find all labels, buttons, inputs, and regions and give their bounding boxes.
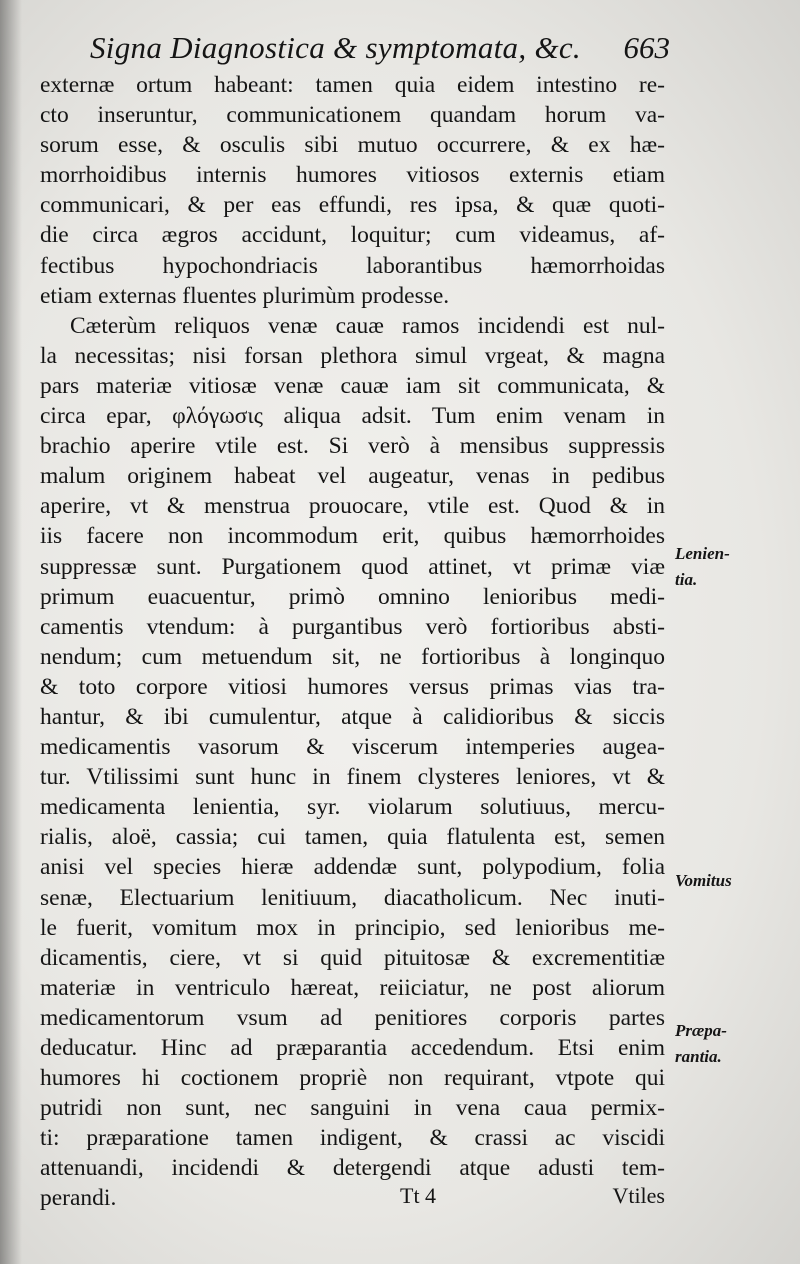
text-line: humores hi coctionem propriè non requirant, vtpote qui	[40, 1065, 665, 1092]
text-line: medicamentorum vsum ad penitiores corporis partes	[40, 1004, 665, 1031]
margin-note-line: Lenien-	[675, 544, 730, 563]
text-line: materiæ in ventriculo hæreat, reiiciatur, ne post aliorum	[40, 974, 665, 1001]
text-line: externæ ortum habeant: tamen quia eidem intestino re-	[40, 72, 665, 98]
text-line: dicamentis, ciere, vt si quid pituitosæ & excrementitiæ	[40, 944, 665, 971]
text-line: putridi non sunt, nec sanguini in vena caua permix-	[40, 1095, 665, 1122]
text-line: etiam externas fluentes plurimùm prodesse.	[40, 282, 450, 309]
page-footer	[400, 1183, 665, 1217]
text-line: anisi vel species hieræ addendæ sunt, polypodium, folia	[40, 854, 665, 881]
text-line: morrhoidibus internis humores vitiosos externis etiam	[40, 162, 665, 189]
text-line: la necessitas; nisi forsan plethora simul vrgeat, & magna	[40, 342, 665, 369]
text-line: camentis vtendum: à purgantibus verò fortioribus absti-	[40, 613, 665, 640]
text-line: iis facere non incommodum erit, quibus hæmorrhoides	[40, 523, 665, 550]
text-line: deducatur. Hinc ad præparantia accedendum. Etsi enim	[40, 1035, 665, 1061]
text-line: attenuandi, incidendi & detergendi atque adusti tem-	[40, 1155, 665, 1182]
text-line: primum euacuentur, primò omnino lenioribus medi-	[40, 583, 665, 610]
text-line: circa epar, φλόγωσις aliqua adsit. Tum enim venam in	[40, 403, 665, 430]
margin-note-line: Præpa-	[675, 1021, 727, 1040]
text-line: sorum esse, & osculis sibi mutuo occurrere, & ex hæ-	[40, 132, 665, 159]
margin-note-praeparantia	[675, 1018, 780, 1070]
signature-mark: Tt 4	[400, 1183, 437, 1208]
margin-note-line: Vomitus	[675, 871, 732, 890]
text-line: aperire, vt & menstrua prouocare, vtile est. Quod & in	[40, 493, 665, 520]
margin-note-line: tia.	[675, 570, 698, 589]
text-line: medicamenta lenientia, syr. violarum solutiuus, mercu-	[40, 794, 665, 821]
text-line: nendum; cum metuendum sit, ne fortioribus à longinquo	[40, 643, 665, 670]
text-line: rialis, aloë, cassia; cui tamen, quia flatulenta est, semen	[40, 824, 665, 851]
text-line: perandi.	[40, 1185, 117, 1212]
catchword: Vtiles	[612, 1183, 665, 1208]
text-line: malum originem habeat vel augeatur, venas in pedibus	[40, 463, 665, 490]
text-line: pars materiæ vitiosæ venæ cauæ iam sit communicata, &	[40, 372, 665, 399]
running-title: Signa Diagnostica & symptomata, &c.	[90, 30, 581, 65]
text-line: hantur, & ibi cumulentur, atque à calidioribus & siccis	[40, 703, 665, 730]
text-line: medicamentis vasorum & viscerum intemperies augea-	[40, 734, 665, 761]
gutter-shadow	[0, 0, 22, 1264]
text-line: le fuerit, vomitum mox in principio, sed lenioribus me-	[40, 914, 665, 941]
margin-note-vomitus	[675, 868, 780, 894]
text-line: cto inseruntur, communicationem quandam horum va-	[40, 102, 665, 129]
text-line: ti: præparatione tamen indigent, & crassi ac viscidi	[40, 1125, 665, 1152]
text-line: suppressæ sunt. Purgationem quod attinet, vt primæ viæ	[40, 553, 665, 580]
text-line: Cæterùm reliquos venæ cauæ ramos incidendi est nul-	[70, 312, 665, 339]
text-line: fectibus hypochondriacis laborantibus hæmorrhoidas	[40, 252, 665, 279]
text-line: die circa ægros accidunt, loquitur; cum videamus, af-	[40, 222, 665, 249]
page-number: 663	[623, 30, 670, 65]
margin-note-lenientia	[675, 541, 780, 593]
text-line: brachio aperire vtile est. Si verò à mensibus suppressis	[40, 433, 665, 460]
text-line: senæ, Electuarium lenitiuum, diacatholicum. Nec inuti-	[40, 884, 665, 911]
text-line: communicari, & per eas effundi, res ipsa, & quæ quoti-	[40, 192, 665, 219]
page-header	[90, 30, 670, 74]
body-text	[40, 70, 665, 1214]
text-line: tur. Vtilissimi sunt hunc in finem clysteres leniores, vt &	[40, 764, 665, 791]
margin-note-line: rantia.	[675, 1047, 722, 1066]
text-line: & toto corpore vitiosi humores versus primas vias tra-	[40, 673, 665, 700]
